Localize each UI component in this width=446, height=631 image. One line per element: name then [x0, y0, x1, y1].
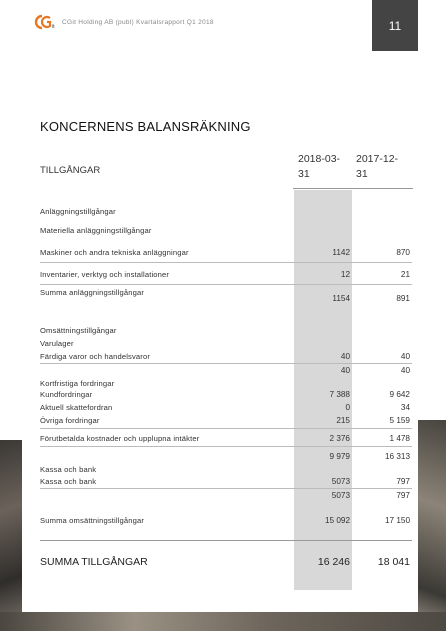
row-value-previous: 9 642	[389, 390, 410, 399]
row-value-previous: 34	[400, 403, 410, 412]
row-label: Varulager	[40, 339, 74, 348]
row-value-previous: 17 150	[384, 516, 410, 525]
row-label: Inventarier, verktyg och installationer	[40, 270, 170, 279]
row-value-current: 12	[340, 270, 350, 279]
company-logo-icon	[34, 14, 56, 30]
row-value-current: 1142	[332, 248, 350, 257]
row-divider	[40, 428, 412, 429]
row-value-current: 15 092	[324, 516, 350, 525]
column-header-current	[298, 152, 340, 182]
row-value-previous: 5 159	[389, 416, 410, 425]
row-label: Kassa och bank	[40, 465, 97, 474]
row-value-previous: 797	[396, 477, 410, 486]
row-value-current: 0	[345, 403, 350, 412]
row-label: Aktuell skattefordran	[40, 403, 113, 412]
row-value-current: 9 979	[329, 452, 350, 461]
total-value-current: 16 246	[317, 556, 350, 568]
row-value-current: 2 376	[329, 434, 350, 443]
row-value-previous: 40	[400, 366, 410, 375]
row-value-previous: 1 478	[389, 434, 410, 443]
row-label: Färdiga varor och handelsvaror	[40, 352, 151, 361]
svg-text:it: it	[52, 24, 55, 30]
column-header-current-line2: 31	[298, 168, 310, 180]
row-value-current: 5073	[331, 491, 350, 500]
row-value-current: 7 388	[329, 390, 350, 399]
row-divider	[40, 363, 412, 364]
total-label: SUMMA TILLGÅNGAR	[40, 556, 148, 568]
row-value-current: 40	[340, 352, 350, 361]
row-divider	[40, 262, 412, 263]
document-header-title: CGit Holding AB (publ) Kvartalsrapport Q1 2018	[62, 19, 214, 26]
background-photo-right	[418, 420, 446, 631]
row-label: Omsättningstillgångar	[40, 326, 117, 335]
page-number: 11	[372, 0, 418, 51]
row-divider	[40, 446, 412, 447]
section-label: TILLGÅNGAR	[40, 165, 101, 176]
row-value-previous: 870	[396, 248, 410, 257]
row-value-previous: 797	[396, 491, 410, 500]
row-label: Maskiner och andra tekniska anläggningar	[40, 248, 189, 257]
column-header-previous-line1: 2017-12-	[356, 153, 399, 165]
background-photo-bottom	[0, 612, 446, 631]
row-value-current: 5073	[331, 477, 350, 486]
row-label: Förutbetalda kostnader och upplupna intäkter	[40, 434, 200, 443]
total-divider	[40, 540, 412, 541]
row-value-previous: 891	[396, 294, 410, 303]
page-title: KONCERNENS BALANSRÄKNING	[40, 119, 251, 134]
row-label: Kortfristiga fordringar	[40, 379, 115, 388]
row-value-previous: 21	[400, 270, 410, 279]
total-value-previous: 18 041	[377, 556, 410, 568]
row-label: Materiella anläggningstillgångar	[40, 226, 152, 235]
row-divider	[40, 488, 412, 489]
header-divider	[293, 188, 413, 189]
column-header-previous-line2: 31	[356, 168, 368, 180]
row-label: Anläggningstillgångar	[40, 207, 116, 216]
row-value-current: 1154	[332, 294, 350, 303]
row-value-current: 40	[340, 366, 350, 375]
row-label: Kundfordringar	[40, 390, 93, 399]
column-header-current-line1: 2018-03-	[298, 153, 341, 165]
row-label: Övriga fordringar	[40, 416, 100, 425]
row-label: Kassa och bank	[40, 477, 97, 486]
row-label: Summa anläggningstillgångar	[40, 288, 145, 297]
row-value-previous: 40	[400, 352, 410, 361]
row-value-previous: 16 313	[384, 452, 410, 461]
row-label: Summa omsättningstillgångar	[40, 516, 145, 525]
column-header-previous	[356, 152, 398, 182]
row-divider	[40, 284, 412, 285]
row-value-current: 215	[336, 416, 350, 425]
